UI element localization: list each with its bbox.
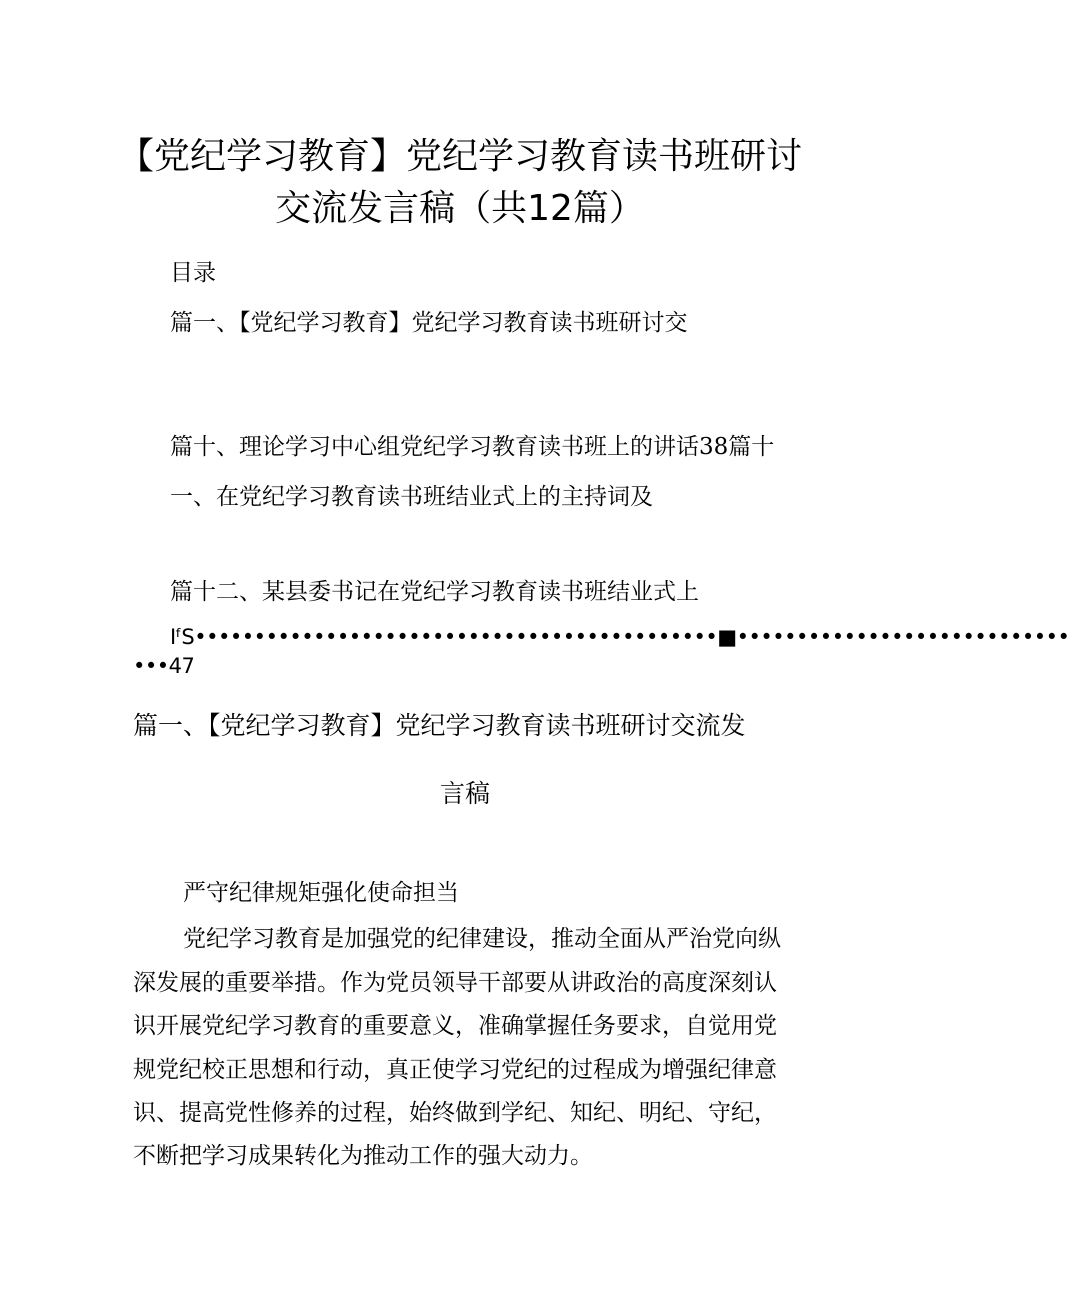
paragraph-line: 识开展党纪学习教育的重要意义，准确掌握任务要求，自觉用党 — [133, 1013, 777, 1039]
toc-leader-dots: IᶠS••••••••••••••••••••••••••••••••••••••••••••■•••••••••••••••••••••••••••• — [170, 625, 1069, 649]
toc-page-number: •••47 — [133, 654, 195, 678]
section-subtitle: 严守纪律规矩强化使命担当 — [183, 880, 459, 906]
paragraph-line: 规党纪校正思想和行动，真正使学习党纪的过程成为增强纪律意 — [133, 1057, 777, 1083]
toc-entry-11: 一、在党纪学习教育读书班结业式上的主持词及 — [170, 484, 653, 510]
toc-entry-10: 篇十、理论学习中心组党纪学习教育读书班上的讲话38篇十 — [170, 434, 775, 460]
paragraph-line: 识、提高党性修养的过程，始终做到学纪、知纪、明纪、守纪， — [133, 1100, 777, 1126]
paragraph-line: 深发展的重要举措。作为党员领导干部要从讲政治的高度深刻认 — [133, 970, 777, 996]
paragraph-line: 党纪学习教育是加强党的纪律建设，推动全面从严治党向纵 — [183, 926, 781, 952]
toc-entry-12: 篇十二、某县委书记在党纪学习教育读书班结业式上 — [170, 579, 699, 605]
toc-entry-1: 篇一、【党纪学习教育】党纪学习教育读书班研讨交 — [170, 310, 688, 336]
document-title-line-1: 【党纪学习教育】党纪学习教育读书班研讨 — [117, 136, 802, 177]
toc-heading: 目录 — [170, 260, 216, 286]
section-title-line-1: 篇一、【党纪学习教育】党纪学习教育读书班研讨交流发 — [133, 711, 746, 740]
paragraph-line: 不断把学习成果转化为推动工作的强大动力。 — [133, 1143, 593, 1169]
document-title-line-2: 交流发言稿（共12篇） — [275, 188, 645, 229]
section-title-line-2: 言稿 — [440, 779, 491, 808]
